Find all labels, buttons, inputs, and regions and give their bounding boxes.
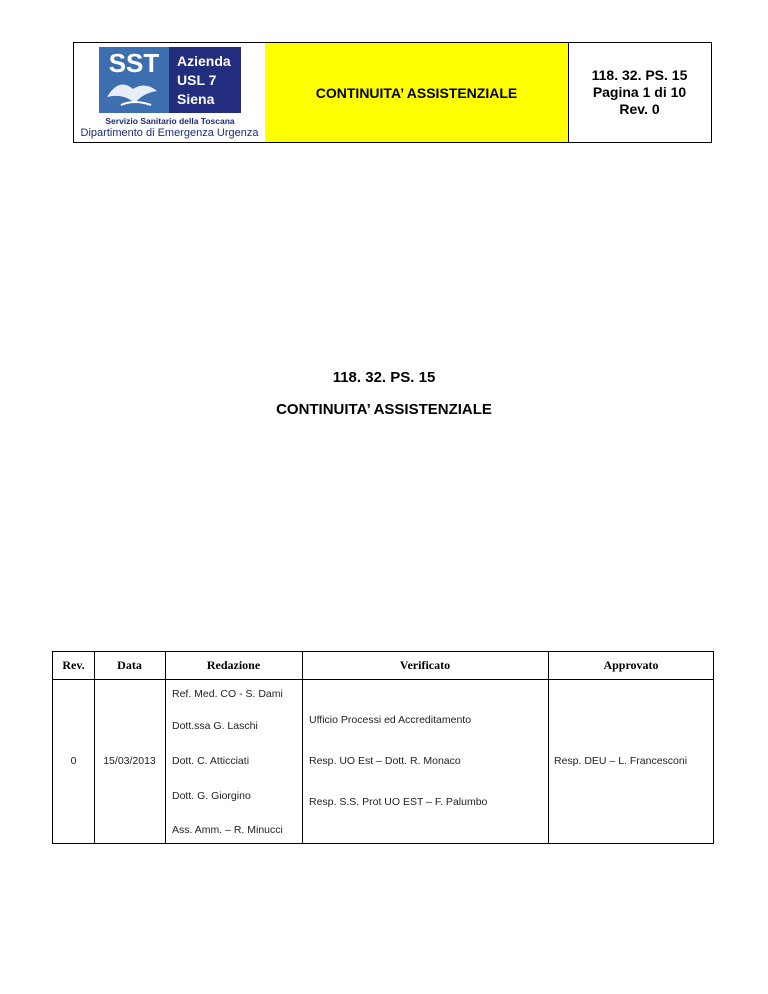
- header-row-divider: [53, 679, 713, 680]
- redazione-line: Ass. Amm. – R. Minucci: [172, 824, 283, 836]
- verificato-line: Ufficio Processi ed Accreditamento: [309, 714, 472, 726]
- cover-code: 118. 32. PS. 15: [332, 369, 436, 386]
- logo-mark: SST: [108, 48, 160, 78]
- header-code-cell: [568, 43, 711, 142]
- azienda-usl-logo: [99, 47, 241, 127]
- column-divider: [548, 652, 549, 843]
- cell-data: 15/03/2013: [103, 755, 156, 767]
- cell-rev: 0: [70, 755, 77, 767]
- header-rev: Rev.: [62, 658, 85, 672]
- revision-label: Rev. 0: [619, 101, 660, 117]
- logo-tagline: Servizio Sanitario della Toscana: [105, 116, 235, 126]
- header-title-cell: [265, 43, 569, 142]
- verificato-line: Resp. S.S. Prot UO EST – F. Palumbo: [309, 796, 488, 808]
- logo-line-2: USL 7: [177, 72, 217, 88]
- verificato-line: Resp. UO Est – Dott. R. Monaco: [309, 755, 461, 767]
- redazione-line: Dott.ssa G. Laschi: [172, 720, 258, 732]
- header-title: CONTINUITA’ ASSISTENZIALE: [315, 84, 518, 101]
- department-name: Dipartimento di Emergenza Urgenza: [80, 127, 259, 139]
- header-verificato: Verificato: [399, 658, 451, 672]
- logo-cell: [74, 43, 266, 142]
- column-divider: [94, 652, 95, 843]
- header-approvato: Approvato: [603, 658, 659, 672]
- logo-line-3: Siena: [177, 91, 215, 107]
- cell-approvato: Resp. DEU – L. Francesconi: [554, 755, 688, 767]
- document-code: 118. 32. PS. 15: [591, 67, 688, 83]
- header-data: Data: [117, 658, 142, 672]
- cover-title: CONTINUITA’ ASSISTENZIALE: [276, 401, 492, 418]
- redazione-line: Dott. G. Giorgino: [172, 790, 251, 802]
- header-redazione: Redazione: [206, 658, 261, 672]
- logo-line-1: Azienda: [177, 53, 231, 69]
- page-number: Pagina 1 di 10: [592, 84, 687, 100]
- redazione-line: Ref. Med. CO - S. Dami: [172, 688, 283, 700]
- document-header: [73, 42, 712, 143]
- redazione-line: Dott. C. Atticciati: [172, 755, 250, 767]
- column-divider: [165, 652, 166, 843]
- column-divider: [302, 652, 303, 843]
- revision-table: [52, 651, 714, 844]
